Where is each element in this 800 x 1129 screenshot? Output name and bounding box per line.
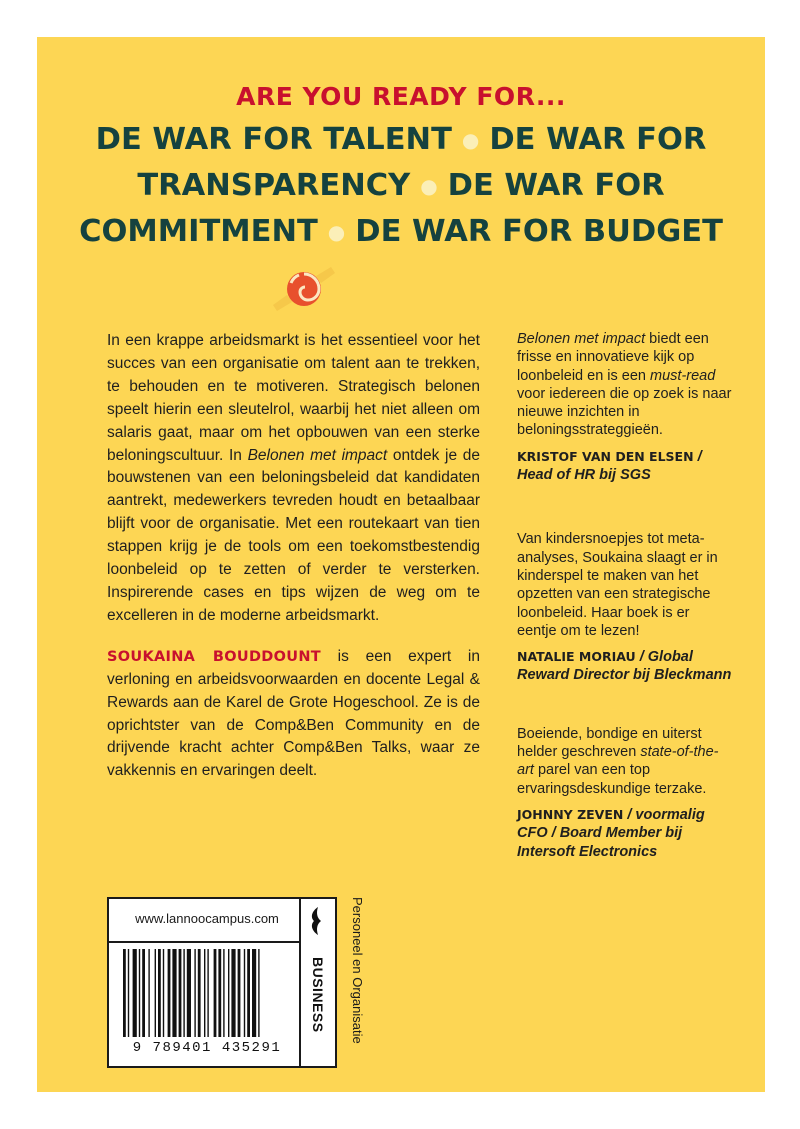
endorsement-text: Belonen met impact biedt een frisse en innovatieve kijk op loonbeleid en is een must-read voor iedereen die op zoek is naar nieuwe inzichten in beloningsstrateggieën. [517,331,732,439]
description-paragraph: In een krappe arbeidsmarkt is het essentieel voor het succes van een organisatie om talent aan te trekken, te behouden en te motiveren. Strategisch belonen speelt hierin een sleutelrol, waarbij het niet alleen om salaris gaat, maar om het opbouwen van een sterke beloningscultuur. In Belonen met impact ontdek je de bouwstenen van een beloningsbeleid dat kandidaten aantrekt, medewerkers tevreden houdt en betaalbaar blijft voor de organisatie. Met een routekaart van tien stappen krijg je de tools om een toekomstbestendig loonbeleid op te zetten of verder te versterken. Inspirerende cases en tips wijzen de weg om te excelleren in de moderne arbeidsmarkt. [107,332,481,624]
endorsement-1 [517,330,732,484]
endorsement-3 [517,725,732,861]
endorsement-attribution: JOHNNY ZEVEN / voormalig CFO / Board Member bij Intersoft Electronics [517,806,705,860]
endorser-name: NATALIE MORIAU [517,649,636,665]
endorsement-attribution: KRISTOF VAN DEN ELSEN / Head of HR bij SGS [517,448,702,484]
headline-line-3: COMMITMENT ● DE WAR FOR BUDGET [79,214,723,249]
endorser-name: JOHNNY ZEVEN [517,806,624,822]
publisher-url: www.lannoocampus.com [109,899,305,943]
author-bio: SOUKAINA BOUDDOUNT is een expert in verloning en arbeidsvoorwaarden en docente Legal & Rewards aan de Karel de Grote Hogeschool. Ze is de oprichtster van de Comp&Ben Community en de drijvende kracht achter Comp&Ben Talks, waar ze vakkennis en ervaringen deelt. [107,647,480,780]
bullet-icon: ● [461,128,480,152]
endorser-name: KRISTOF VAN DEN ELSEN [517,448,694,464]
book-title: Belonen met impact [247,446,388,464]
publisher-box [299,897,337,1068]
headline-line-2: TRANSPARENCY ● DE WAR FOR [137,168,665,203]
barcode [123,949,295,1037]
bullet-icon: ● [420,174,438,198]
back-cover [37,37,765,1092]
category-label: Personeel en Organisatie [350,897,365,1044]
headline-line-1: DE WAR FOR TALENT ● DE WAR FOR [95,122,707,157]
author-name: SOUKAINA BOUDDOUNT [107,648,321,665]
endorsement-text: Van kindersnoepjes tot meta-analyses, Soukaina slaagt er in kinderspel te maken van het opzetten van een strategische loonbeleid. Haar boek is er eentje om te lezen! [517,531,718,639]
endorsement-text: Boeiende, bondige en uiterst helder geschreven state-of-the-art parel van een top ervaringsdeskundige terzake. [517,725,719,797]
candy-icon [273,265,335,313]
series-label: BUSINESS [310,957,326,1033]
description-column [107,330,480,801]
headline [37,117,765,255]
kicker: ARE YOU READY FOR... [236,82,566,111]
endorsement-2 [517,530,732,684]
isbn: 9 789401 435291 [132,1040,282,1056]
barcode-box [107,897,307,1068]
bullet-icon: ● [327,220,346,244]
endorsement-attribution: NATALIE MORIAU / Global Reward Director bij Bleckmann [517,649,732,684]
publisher-logo-icon [308,907,328,935]
endorsements-column [517,330,732,861]
